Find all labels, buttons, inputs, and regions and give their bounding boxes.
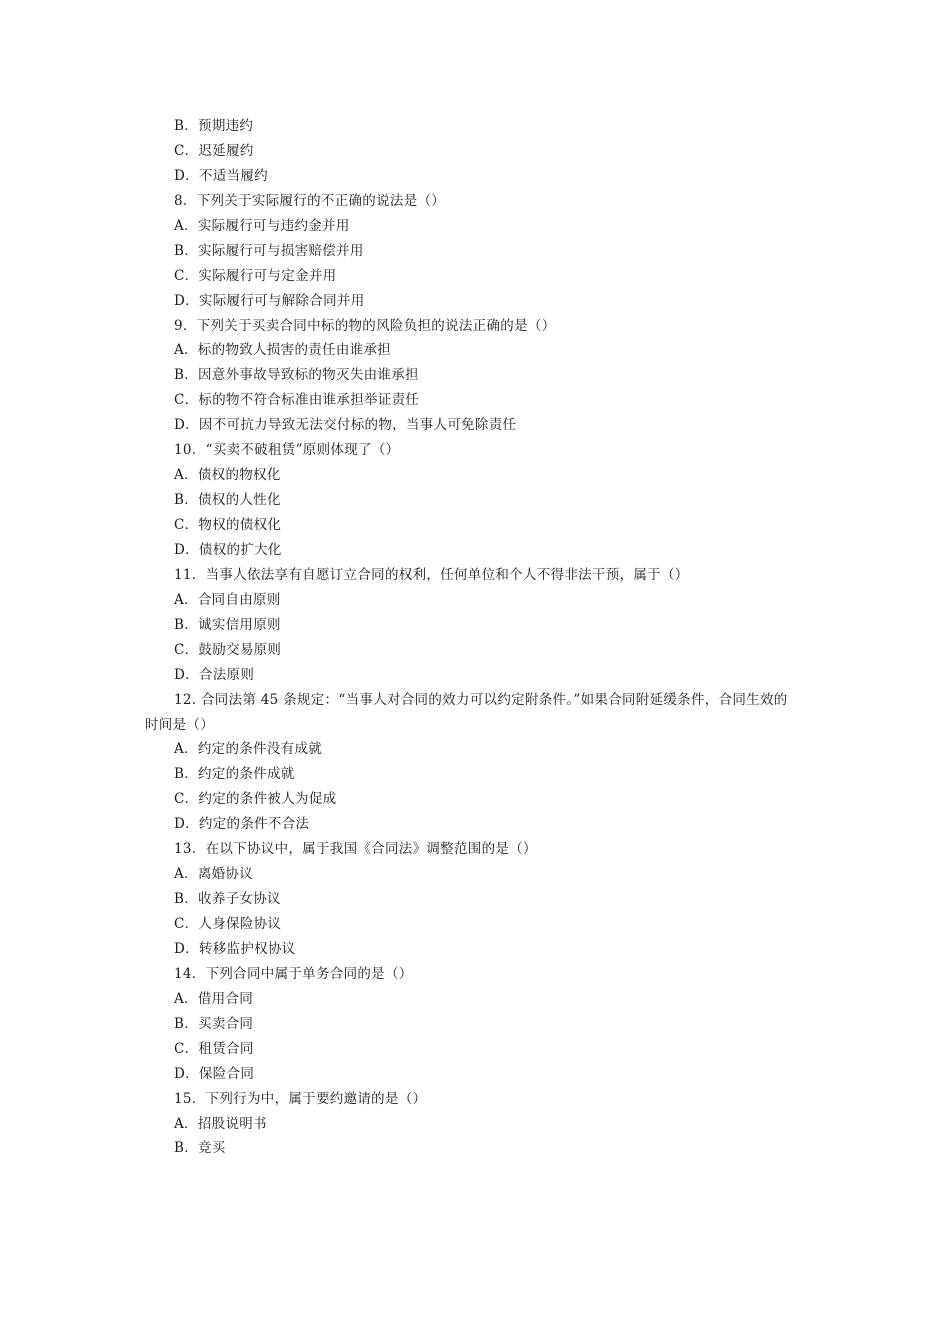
option-line: D．债权的扩大化	[174, 541, 282, 558]
option-line: A．合同自由原则	[174, 591, 281, 608]
option-line: C．人身保险协议	[174, 916, 282, 932]
option-line: A．约定的条件没有成就	[174, 741, 323, 758]
option-line: D．实际履行可与解除合同并用	[174, 292, 365, 309]
question-line: 14．下列合同中属于单务合同的是（）	[174, 965, 413, 982]
option-line: D．不适当履约	[174, 167, 268, 184]
option-line: B．诚实信用原则	[174, 616, 281, 633]
option-line: C．约定的条件被人为促成	[174, 791, 337, 808]
option-line: A．债权的物权化	[174, 467, 281, 484]
option-line: D．合法原则	[174, 666, 255, 683]
option-line: B．买卖合同	[174, 1015, 254, 1032]
question-line: 15．下列行为中，属于要约邀请的是（）	[174, 1090, 427, 1107]
option-line: A．招股说明书	[174, 1115, 267, 1132]
option-line: B．约定的条件成就	[174, 766, 295, 783]
question-line: 12. 合同法第 45 条规定：“当事人对合同的效力可以约定附条件。”如果合同附延缓条件，合同生效的	[174, 691, 788, 708]
option-line: B．竞买	[174, 1140, 226, 1157]
option-line: C．标的物不符合标准由谁承担举证责任	[174, 392, 420, 409]
option-line: C．迟延履约	[174, 142, 254, 159]
option-line: A．标的物致人损害的责任由谁承担	[174, 342, 392, 359]
option-line: B．收养子女协议	[174, 891, 281, 908]
option-line: A．实际履行可与违约金并用	[174, 217, 350, 234]
option-line: D．保险合同	[174, 1065, 255, 1082]
option-line: C．实际履行可与定金并用	[174, 267, 337, 284]
option-line: C．物权的债权化	[174, 517, 282, 533]
option-line: D．约定的条件不合法	[174, 816, 310, 833]
question-line: 10．“买卖不破租赁”原则体现了（）	[174, 442, 400, 459]
exam-questions	[145, 114, 810, 1161]
option-line: C．租赁合同	[174, 1040, 254, 1057]
question-line: 13．在以下协议中，属于我国《合同法》调整范围的是（）	[174, 841, 537, 858]
option-line: B．预期违约	[174, 118, 254, 134]
option-line: B．实际履行可与损害赔偿并用	[174, 242, 364, 259]
option-line: C．鼓励交易原则	[174, 641, 282, 658]
question-line: 8．下列关于实际履行的不正确的说法是（）	[174, 192, 446, 209]
option-line: D．转移监护权协议	[174, 940, 296, 957]
question-continuation-line: 时间是（）	[145, 716, 214, 733]
option-line: D．因不可抗力导致无法交付标的物，当事人可免除责任	[174, 417, 517, 434]
option-line: B．因意外事故导致标的物灭失由谁承担	[174, 367, 419, 384]
question-line: 9．下列关于买卖合同中标的物的风险负担的说法正确的是（）	[174, 317, 556, 334]
option-line: B．债权的人性化	[174, 492, 281, 509]
option-line: A．离婚协议	[174, 866, 254, 883]
option-line: A．借用合同	[174, 990, 254, 1007]
question-line: 11．当事人依法享有自愿订立合同的权利，任何单位和个人不得非法干预，属于（）	[174, 566, 689, 583]
